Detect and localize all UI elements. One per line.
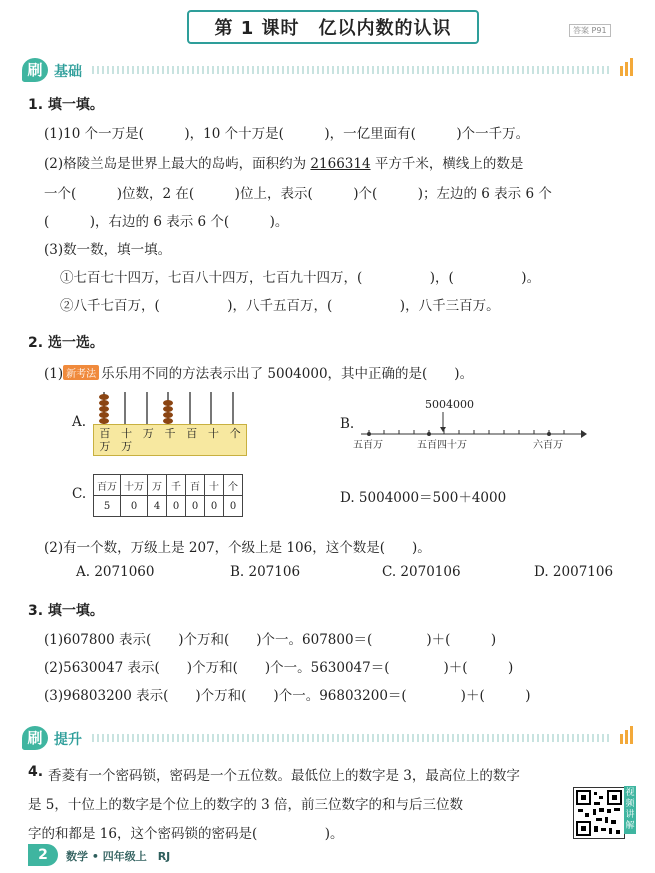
section-basic-label: 基础 (54, 64, 82, 80)
bar-icon (630, 726, 633, 744)
option-b-label: B. (340, 416, 355, 432)
numline-label: 六百万 (533, 440, 563, 451)
bar-icon (625, 62, 628, 76)
q1-line-7: ②八千七百万，( )，八千五百万，( )，八千三百万。 (60, 298, 500, 314)
bar-icon (620, 66, 623, 76)
q3-heading: 3. 填一填。 (28, 603, 104, 619)
abacus-figure (93, 392, 245, 460)
q1-line-4: ( )，右边的 6 表示 6 个( )。 (44, 214, 289, 230)
place-value-table: 百万 十万 万 千 百 十 个 5 0 4 0 0 0 0 (93, 474, 243, 517)
section-divider (92, 66, 612, 74)
q1-line-5: (3)数一数，填一填。 (44, 242, 172, 258)
q3-line-2: (2)5630047 表示( )个万和( )个一。5630047＝( )＋( ) (44, 660, 514, 676)
number-line-figure (353, 398, 587, 451)
numline-top-label: 5004000 (425, 398, 474, 411)
q2-heading: 2. 选一选。 (28, 335, 104, 351)
bar-icon (625, 730, 628, 744)
q3-line-1: (1)607800 表示( )个万和( )个一。607800＝( )＋( ) (44, 632, 497, 648)
bar-icon (630, 58, 633, 76)
q1-heading: 1. 填一填。 (28, 97, 104, 113)
option-c-label: C. (72, 486, 87, 502)
choice-b: B. 207106 (230, 564, 301, 580)
q1-line-3: 一个( )位数，2 在( )位上，表示( )个( )；左边的 6 表示 6 个 (44, 186, 552, 202)
page-title: 第 1 课时 亿以内数的认识 (187, 10, 479, 44)
page-number: 2 (28, 844, 58, 866)
numline-label: 五百四十万 (417, 440, 467, 451)
section-divider (92, 734, 612, 742)
q3-line-3: (3)96803200 表示( )个万和( )个一。96803200＝( )＋( ) (44, 688, 531, 704)
section-advance-bar (22, 726, 637, 750)
q1-line-6: ①七百七十四万，七百八十四万，七百九十四万，( )，( )。 (60, 270, 541, 286)
video-explain-label[interactable]: 视频讲解 (624, 786, 636, 834)
section-basic-bar (22, 58, 637, 82)
answer-reference: 答案 P91 (569, 24, 611, 37)
choice-d: D. 2007106 (534, 564, 614, 580)
new-method-tag: 新考法 (63, 365, 99, 380)
choice-a: A. 2071060 (76, 564, 155, 580)
qr-code-icon[interactable] (573, 787, 625, 839)
footer-subject: 数学 • 四年级上 RJ (66, 850, 171, 863)
option-a-label: A. (72, 414, 87, 430)
bar-icon (620, 734, 623, 744)
abacus-labels: 百万 十万 万 千 百 十 个 (93, 424, 247, 456)
q4-line-3: 字的和都是 16，这个密码锁的密码是( )。 (28, 826, 344, 842)
q4-line-2: 是 5，十位上的数字是个位上的数字的 3 倍，前三位数字的和与后三位数 (28, 797, 464, 813)
q2-line-2: (2)有一个数，万级上是 207，个级上是 106，这个数是( )。 (44, 540, 431, 556)
section-logo-icon: 刷 (22, 58, 48, 82)
section-advance-label: 提升 (54, 732, 82, 748)
q1-line-2: (2)格陵兰岛是世界上最大的岛屿，面积约为 2166314 平方千米，横线上的数是 (44, 156, 524, 172)
q4-heading: 4. (28, 764, 44, 780)
q1-line-1: (1)10 个一万是( )，10 个十万是( )，一亿里面有( )个一千万。 (44, 126, 530, 142)
q4-line-1: 香菱有一个密码锁，密码是一个五位数。最低位上的数字是 3，最高位上的数字 (48, 768, 520, 784)
q2-line-1: (1) 新考法 乐乐用不同的方法表示出了 5004000，其中正确的是( )。 (44, 366, 474, 382)
section-logo-icon: 刷 (22, 726, 48, 750)
numline-label: 五百万 (353, 440, 383, 451)
choice-c: C. 2070106 (382, 564, 461, 580)
option-d: D. 5004000＝500＋4000 (340, 490, 507, 506)
area-number: 2166314 (310, 156, 371, 172)
